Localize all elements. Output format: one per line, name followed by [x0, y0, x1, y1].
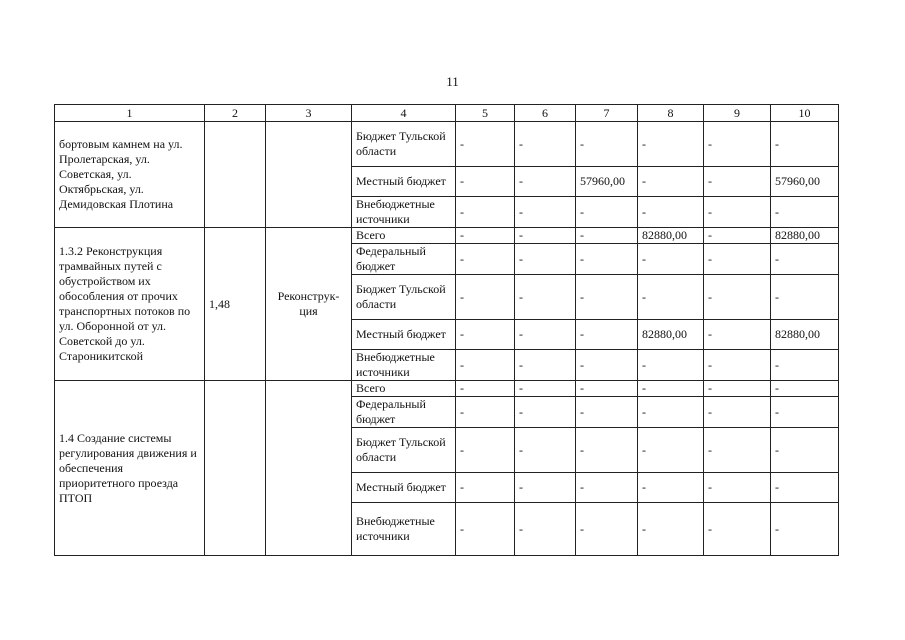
value-cell: - [638, 503, 704, 556]
value-cell: - [456, 275, 515, 320]
value-cell: - [638, 275, 704, 320]
value-cell: - [704, 473, 771, 503]
value-cell: - [456, 473, 515, 503]
value-cell: - [515, 350, 576, 381]
value-cell: - [515, 122, 576, 167]
table-row [55, 228, 839, 244]
value-cell: - [576, 197, 638, 228]
funding-source: Бюджет Тульской области [352, 428, 456, 473]
funding-source: Внебюджетные источники [352, 197, 456, 228]
value-cell: 82880,00 [771, 320, 839, 350]
value-cell: - [638, 397, 704, 428]
value-cell: - [771, 122, 839, 167]
value-cell: 82880,00 [771, 228, 839, 244]
value-cell: - [704, 167, 771, 197]
value-cell: 82880,00 [638, 228, 704, 244]
funding-source: Местный бюджет [352, 167, 456, 197]
value-cell: - [515, 167, 576, 197]
funding-source: Всего [352, 381, 456, 397]
value-cell: - [576, 122, 638, 167]
value-cell: - [771, 428, 839, 473]
value-cell: - [515, 320, 576, 350]
measure-description: бортовым камнем на ул. Пролетарская, ул. Советская, ул. Октябрьская, ул. Демидовская Плотина [55, 122, 205, 228]
value-cell: - [704, 350, 771, 381]
value-cell: - [456, 381, 515, 397]
value-cell: - [515, 473, 576, 503]
value-cell: 57960,00 [771, 167, 839, 197]
measure-value [205, 122, 266, 228]
value-cell: - [704, 320, 771, 350]
value-cell: - [456, 244, 515, 275]
value-cell: - [576, 320, 638, 350]
value-cell: - [576, 350, 638, 381]
funding-source: Местный бюджет [352, 473, 456, 503]
header-cell: 4 [352, 105, 456, 122]
value-cell: - [456, 503, 515, 556]
value-cell: - [515, 275, 576, 320]
value-cell: - [771, 473, 839, 503]
value-cell: - [576, 381, 638, 397]
value-cell: - [576, 473, 638, 503]
value-cell: - [638, 167, 704, 197]
funding-source: Местный бюджет [352, 320, 456, 350]
value-cell: - [576, 244, 638, 275]
value-cell: - [704, 428, 771, 473]
header-cell: 7 [576, 105, 638, 122]
measure-type [266, 122, 352, 228]
value-cell: - [704, 503, 771, 556]
table-body [55, 105, 839, 556]
funding-source: Бюджет Тульской области [352, 275, 456, 320]
value-cell: - [771, 397, 839, 428]
value-cell: 57960,00 [576, 167, 638, 197]
funding-source: Федеральный бюджет [352, 244, 456, 275]
value-cell: - [638, 428, 704, 473]
value-cell: - [515, 397, 576, 428]
funding-source: Федеральный бюджет [352, 397, 456, 428]
measure-value [205, 381, 266, 556]
value-cell: - [515, 428, 576, 473]
value-cell: - [456, 397, 515, 428]
value-cell: - [704, 122, 771, 167]
value-cell: - [638, 197, 704, 228]
value-cell: - [704, 397, 771, 428]
header-row [55, 105, 839, 122]
measure-description: 1.3.2 Реконструкция трамвайных путей с обустройством их обособления от прочих транспортных потоков по ул. Оборонной от ул. Советской до ул. Староникитской [55, 228, 205, 381]
value-cell: - [456, 122, 515, 167]
value-cell: - [704, 228, 771, 244]
value-cell: - [771, 503, 839, 556]
value-cell: - [576, 503, 638, 556]
funding-source: Внебюджетные источники [352, 503, 456, 556]
value-cell: - [704, 275, 771, 320]
value-cell: - [515, 381, 576, 397]
value-cell: - [515, 244, 576, 275]
value-cell: - [515, 228, 576, 244]
funding-source: Всего [352, 228, 456, 244]
value-cell: - [771, 381, 839, 397]
value-cell: - [704, 244, 771, 275]
measure-value: 1,48 [205, 228, 266, 381]
value-cell: - [771, 275, 839, 320]
funding-source: Бюджет Тульской области [352, 122, 456, 167]
page-number: 11 [446, 74, 459, 89]
value-cell: - [576, 275, 638, 320]
value-cell: - [576, 428, 638, 473]
value-cell: - [638, 350, 704, 381]
value-cell: - [456, 350, 515, 381]
value-cell: - [456, 167, 515, 197]
measure-type [266, 381, 352, 556]
value-cell: - [576, 228, 638, 244]
value-cell: - [576, 397, 638, 428]
value-cell: - [456, 197, 515, 228]
funding-source: Внебюджетные источники [352, 350, 456, 381]
value-cell: - [704, 381, 771, 397]
value-cell: - [456, 320, 515, 350]
header-cell: 10 [771, 105, 839, 122]
value-cell: - [515, 503, 576, 556]
header-cell: 5 [456, 105, 515, 122]
budget-table [54, 104, 839, 556]
value-cell: - [638, 381, 704, 397]
header-cell: 6 [515, 105, 576, 122]
header-cell: 3 [266, 105, 352, 122]
value-cell: - [638, 122, 704, 167]
header-cell: 1 [55, 105, 205, 122]
measure-type: Реконструк-ция [266, 228, 352, 381]
value-cell: - [771, 244, 839, 275]
table-row [55, 122, 839, 167]
value-cell: 82880,00 [638, 320, 704, 350]
header-cell: 9 [704, 105, 771, 122]
value-cell: - [704, 197, 771, 228]
table-row [55, 381, 839, 397]
value-cell: - [771, 350, 839, 381]
value-cell: - [456, 228, 515, 244]
measure-description: 1.4 Создание системы регулирования движения и обеспечения приоритетного проезда ПТОП [55, 381, 205, 556]
value-cell: - [771, 197, 839, 228]
value-cell: - [456, 428, 515, 473]
header-cell: 2 [205, 105, 266, 122]
value-cell: - [638, 244, 704, 275]
header-cell: 8 [638, 105, 704, 122]
value-cell: - [515, 197, 576, 228]
value-cell: - [638, 473, 704, 503]
